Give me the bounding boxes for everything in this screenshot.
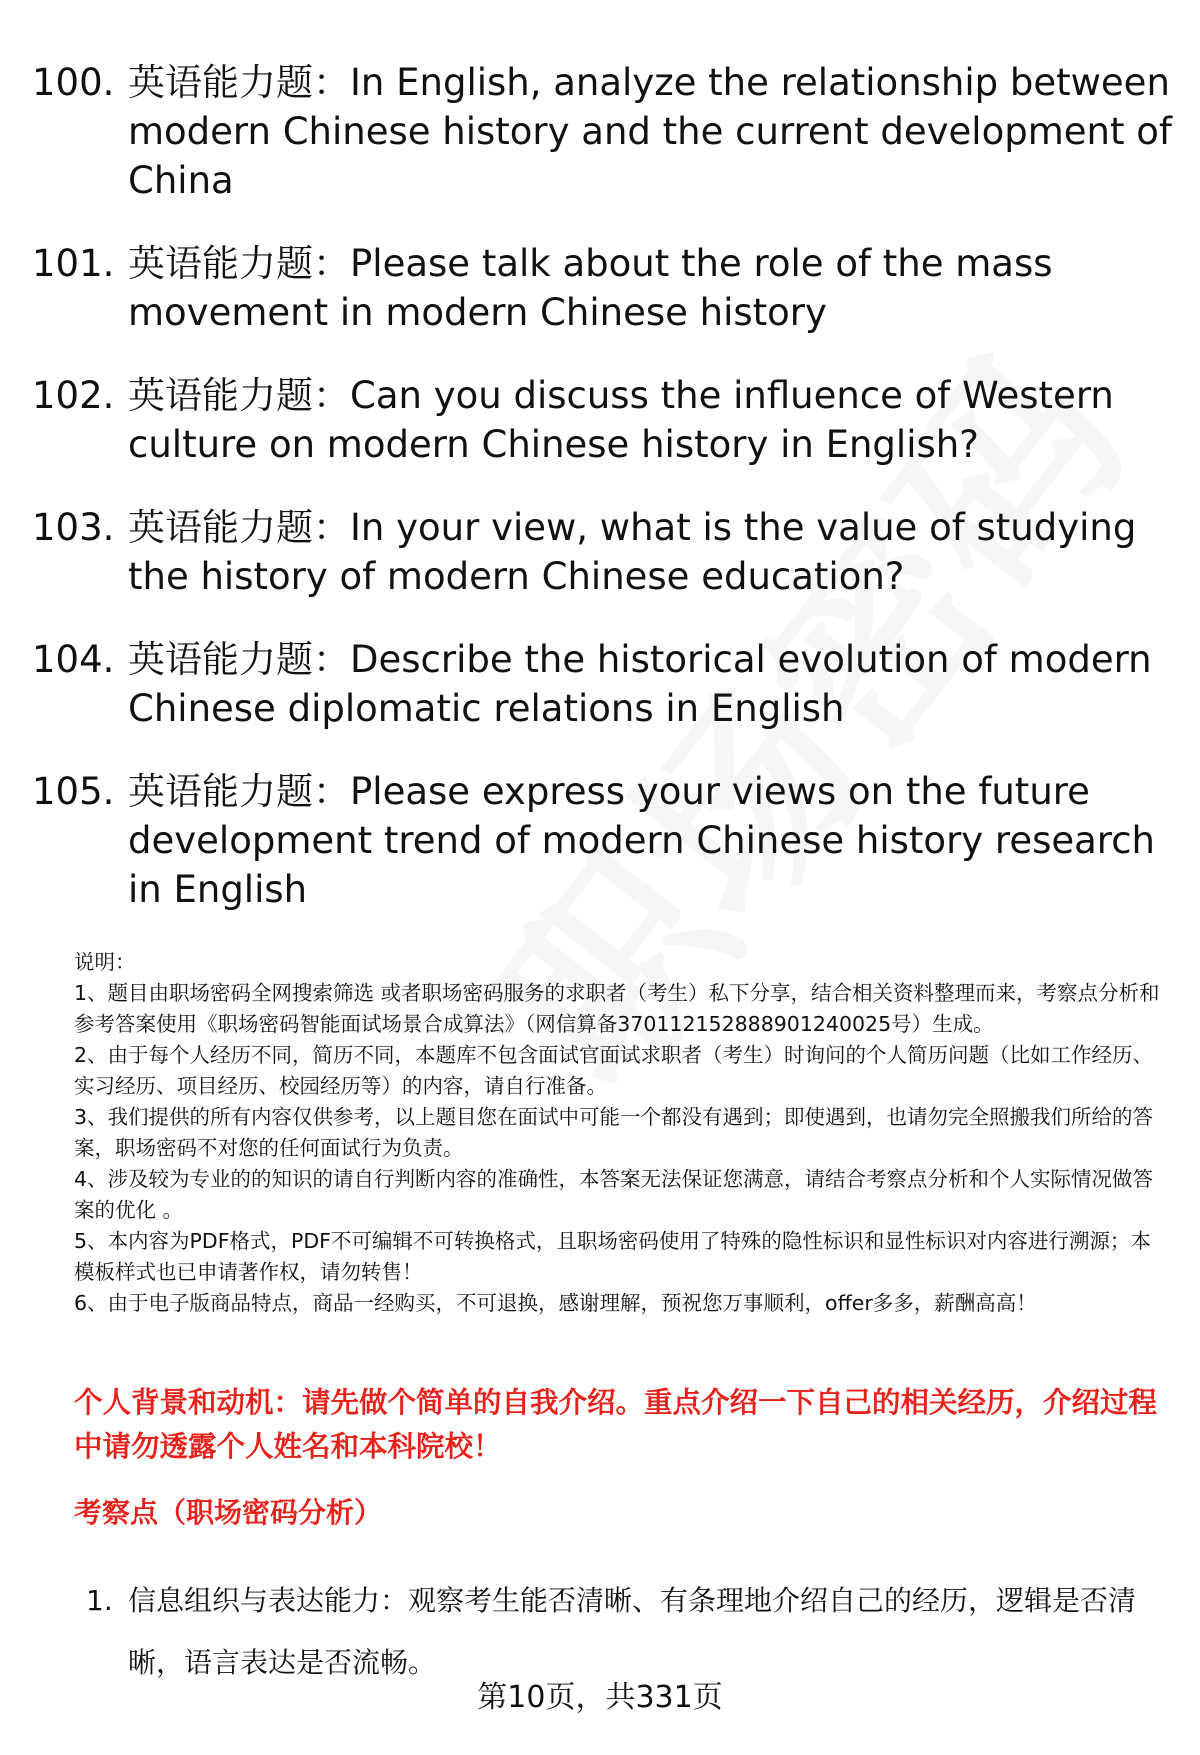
question-text: 英语能力题：In English, analyze the relationship between modern Chinese history and the current development of China [128, 61, 1172, 202]
note-item: 1、题目由职场密码全网搜索筛选 或者职场密码服务的求职者（考生）私下分享，结合相关资料整理而来，考察点分析和参考答案使用《职场密码智能面试场景合成算法》（网信算备370112152888901240025号）生成。 [74, 981, 1160, 1036]
note-item: 4、涉及较为专业的的知识的请自行判断内容的准确性，本答案无法保证您满意，请结合考察点分析和个人实际情况做答案的优化 。 [74, 1167, 1154, 1222]
notes-title: 说明： [74, 950, 136, 974]
question-text: 英语能力题：Please express your views on the future development trend of modern Chinese history research in English [128, 770, 1156, 911]
question-list [32, 58, 1172, 948]
page-footer: 第10页，共331页 [477, 1680, 723, 1715]
question-number: 103. [32, 506, 115, 549]
question-number: 101. [32, 242, 115, 285]
point-number: 1. [86, 1584, 113, 1617]
point-text: 信息组织与表达能力：观察考生能否清晰、有条理地介绍自己的经历，逻辑是否清晰，语言表达是否流畅。 [128, 1584, 1137, 1679]
question-item [32, 371, 1172, 469]
section-subheading: 考察点（职场密码分析） [74, 1496, 383, 1529]
section-heading: 个人背景和动机：请先做个简单的自我介绍。重点介绍一下自己的相关经历，介绍过程中请勿透露个人姓名和本科院校！ [74, 1386, 1158, 1463]
question-item [32, 767, 1172, 914]
question-item [32, 239, 1172, 337]
question-number: 102. [32, 374, 115, 417]
question-item [32, 503, 1172, 601]
question-item [32, 58, 1172, 205]
analysis-point [86, 1570, 1176, 1694]
question-item [32, 635, 1172, 733]
question-text: 英语能力题：In your view, what is the value of studying the history of modern Chinese education? [128, 506, 1137, 598]
question-text: 英语能力题：Describe the historical evolution of modern Chinese diplomatic relations in English [128, 638, 1152, 730]
question-text: 英语能力题：Can you discuss the influence of Western culture on modern Chinese history in English? [128, 374, 1114, 466]
question-number: 105. [32, 770, 115, 813]
question-number: 100. [32, 61, 115, 104]
note-item: 3、我们提供的所有内容仅供参考，以上题目您在面试中可能一个都没有遇到；即使遇到，也请勿完全照搬我们所给的答案，职场密码不对您的任何面试行为负责。 [74, 1105, 1154, 1160]
note-item: 5、本内容为PDF格式，PDF不可编辑不可转换格式，且职场密码使用了特殊的隐性标识和显性标识对内容进行溯源；本模板样式也已申请著作权，请勿转售！ [74, 1229, 1151, 1284]
note-item: 6、由于电子版商品特点，商品一经购买，不可退换，感谢理解，预祝您万事顺利，offer多多，薪酬高高！ [74, 1291, 1037, 1315]
note-item: 2、由于每个人经历不同，简历不同，本题库不包含面试官面试求职者（考生）时询问的个人简历问题（比如工作经历、实习经历、项目经历、校园经历等）的内容，请自行准备。 [74, 1043, 1154, 1098]
disclaimer-notes [74, 947, 1164, 1319]
question-number: 104. [32, 638, 115, 681]
question-text: 英语能力题：Please talk about the role of the mass movement in modern Chinese history [128, 242, 1053, 334]
